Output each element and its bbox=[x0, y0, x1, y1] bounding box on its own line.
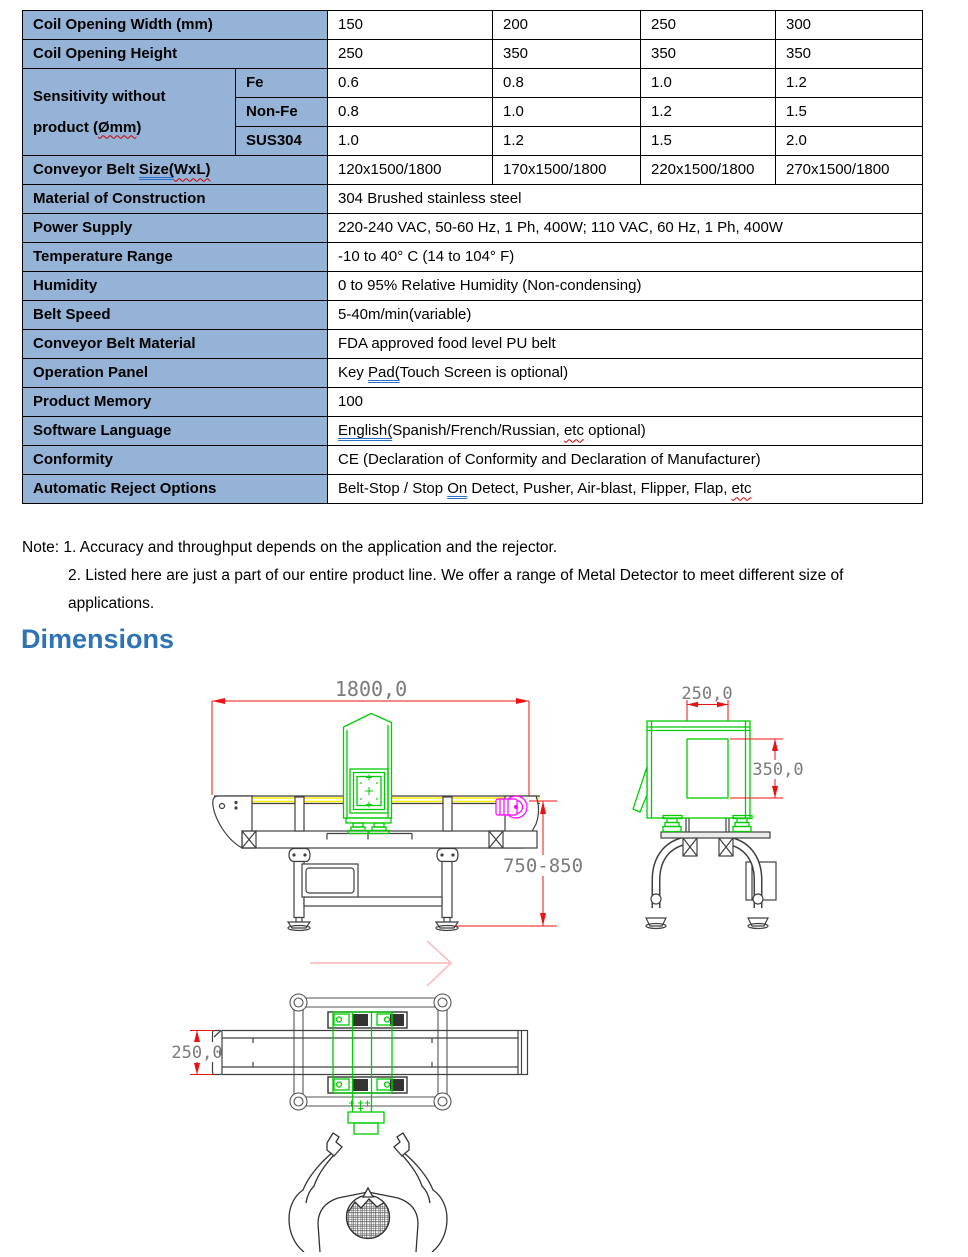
note-block bbox=[22, 534, 952, 618]
sub-label: SUS304 bbox=[236, 127, 328, 156]
cell: 0.8 bbox=[493, 69, 641, 98]
cell: 0.6 bbox=[328, 69, 493, 98]
sensitivity-label-line2: product (Ømm) bbox=[33, 118, 142, 136]
left-hand bbox=[327, 1133, 342, 1156]
cell: FDA approved food level PU belt bbox=[328, 330, 923, 359]
cell: 150 bbox=[328, 11, 493, 40]
note-line-2: 2. Listed here are just a part of our entire product line. We offer a range of Metal Detector to meet different size of bbox=[68, 567, 844, 584]
end-view-drawing bbox=[633, 684, 805, 929]
flow-direction-arrow bbox=[310, 941, 451, 986]
sub-label: Fe bbox=[236, 69, 328, 98]
cell: 270x1500/1800 bbox=[776, 156, 923, 185]
row-label: Coil Opening Height bbox=[23, 40, 328, 69]
cell: 170x1500/1800 bbox=[493, 156, 641, 185]
table-row bbox=[23, 40, 923, 69]
sensitivity-label-line1: Sensitivity without bbox=[33, 88, 166, 106]
row-label-sensitivity bbox=[23, 69, 236, 156]
row-label: Humidity bbox=[23, 272, 328, 301]
cell: CE (Declaration of Conformity and Declaration of Manufacturer) bbox=[328, 446, 923, 475]
row-label: Operation Panel bbox=[23, 359, 328, 388]
cell: 1.2 bbox=[776, 69, 923, 98]
cell: 1.0 bbox=[493, 98, 641, 127]
table-row bbox=[23, 214, 923, 243]
cell: 2.0 bbox=[776, 127, 923, 156]
cell: 250 bbox=[641, 11, 776, 40]
row-label: Conformity bbox=[23, 446, 328, 475]
belt-top-view bbox=[213, 1012, 528, 1093]
length-dimension-label: 1800,0 bbox=[334, 677, 408, 701]
row-label: Material of Construction bbox=[23, 185, 328, 214]
note-line-3: applications. bbox=[68, 595, 155, 612]
dimension-drawings bbox=[0, 672, 968, 1252]
cell: 1.0 bbox=[641, 69, 776, 98]
table-row bbox=[23, 243, 923, 272]
table-row bbox=[23, 388, 923, 417]
table-row bbox=[23, 446, 923, 475]
cell: 0.8 bbox=[328, 98, 493, 127]
table-row bbox=[23, 156, 923, 185]
cell: 1.0 bbox=[328, 127, 493, 156]
dimensions-heading: Dimensions bbox=[21, 624, 175, 654]
table-row bbox=[23, 475, 923, 504]
cell: 1.5 bbox=[641, 127, 776, 156]
cell: English(Spanish/French/Russian, etc optional) bbox=[328, 417, 923, 446]
spec-table bbox=[22, 10, 923, 504]
table-row bbox=[23, 185, 923, 214]
belt-width-label: 250,0 bbox=[171, 1043, 223, 1063]
cell: 350 bbox=[493, 40, 641, 69]
table-row bbox=[23, 301, 923, 330]
opening-height-label: 350,0 bbox=[752, 760, 804, 780]
right-hand bbox=[394, 1133, 409, 1156]
cell: 100 bbox=[328, 388, 923, 417]
cell: 220-240 VAC, 50-60 Hz, 1 Ph, 400W; 110 VAC, 60 Hz, 1 Ph, 400W bbox=[328, 214, 923, 243]
row-label: Coil Opening Width (mm) bbox=[23, 11, 328, 40]
adjustable-foot bbox=[436, 918, 458, 931]
cell: 300 bbox=[776, 11, 923, 40]
cell: 0 to 95% Relative Humidity (Non-condensing) bbox=[328, 272, 923, 301]
cell: 250 bbox=[328, 40, 493, 69]
table-row bbox=[23, 11, 923, 40]
row-label-belt-size: Conveyor Belt Size(WxL) bbox=[23, 156, 328, 185]
cell: 304 Brushed stainless steel bbox=[328, 185, 923, 214]
table-row bbox=[23, 359, 923, 388]
sub-label: Non-Fe bbox=[236, 98, 328, 127]
opening-width-label: 250,0 bbox=[681, 684, 733, 704]
cell: 350 bbox=[641, 40, 776, 69]
table-row bbox=[23, 330, 923, 359]
cell: -10 to 40° C (14 to 104° F) bbox=[328, 243, 923, 272]
row-label: Power Supply bbox=[23, 214, 328, 243]
row-label: Product Memory bbox=[23, 388, 328, 417]
cell: 1.2 bbox=[641, 98, 776, 127]
operator-figure bbox=[289, 1133, 447, 1252]
cell: 120x1500/1800 bbox=[328, 156, 493, 185]
detector-head-end bbox=[633, 721, 752, 832]
row-label: Belt Speed bbox=[23, 301, 328, 330]
top-view-drawing bbox=[171, 941, 527, 1252]
cell: 200 bbox=[493, 11, 641, 40]
table-row bbox=[23, 417, 923, 446]
table-row bbox=[23, 69, 923, 98]
row-label: Conveyor Belt Material bbox=[23, 330, 328, 359]
row-label: Temperature Range bbox=[23, 243, 328, 272]
row-label: Automatic Reject Options bbox=[23, 475, 328, 504]
cell: 350 bbox=[776, 40, 923, 69]
cell: Belt-Stop / Stop On Detect, Pusher, Air-blast, Flipper, Flap, etc bbox=[328, 475, 923, 504]
cell: 1.2 bbox=[493, 127, 641, 156]
adjustable-foot bbox=[288, 918, 310, 931]
cell: 220x1500/1800 bbox=[641, 156, 776, 185]
row-label: Software Language bbox=[23, 417, 328, 446]
side-view-drawing bbox=[212, 677, 583, 931]
table-row bbox=[23, 272, 923, 301]
cell: Key Pad(Touch Screen is optional) bbox=[328, 359, 923, 388]
cell: 1.5 bbox=[776, 98, 923, 127]
note-line-1: Note: 1. Accuracy and throughput depends on the application and the rejector. bbox=[22, 539, 558, 556]
height-dimension-label: 750-850 bbox=[502, 855, 584, 877]
detector-head-side bbox=[344, 714, 392, 834]
cell: 5-40m/min(variable) bbox=[328, 301, 923, 330]
